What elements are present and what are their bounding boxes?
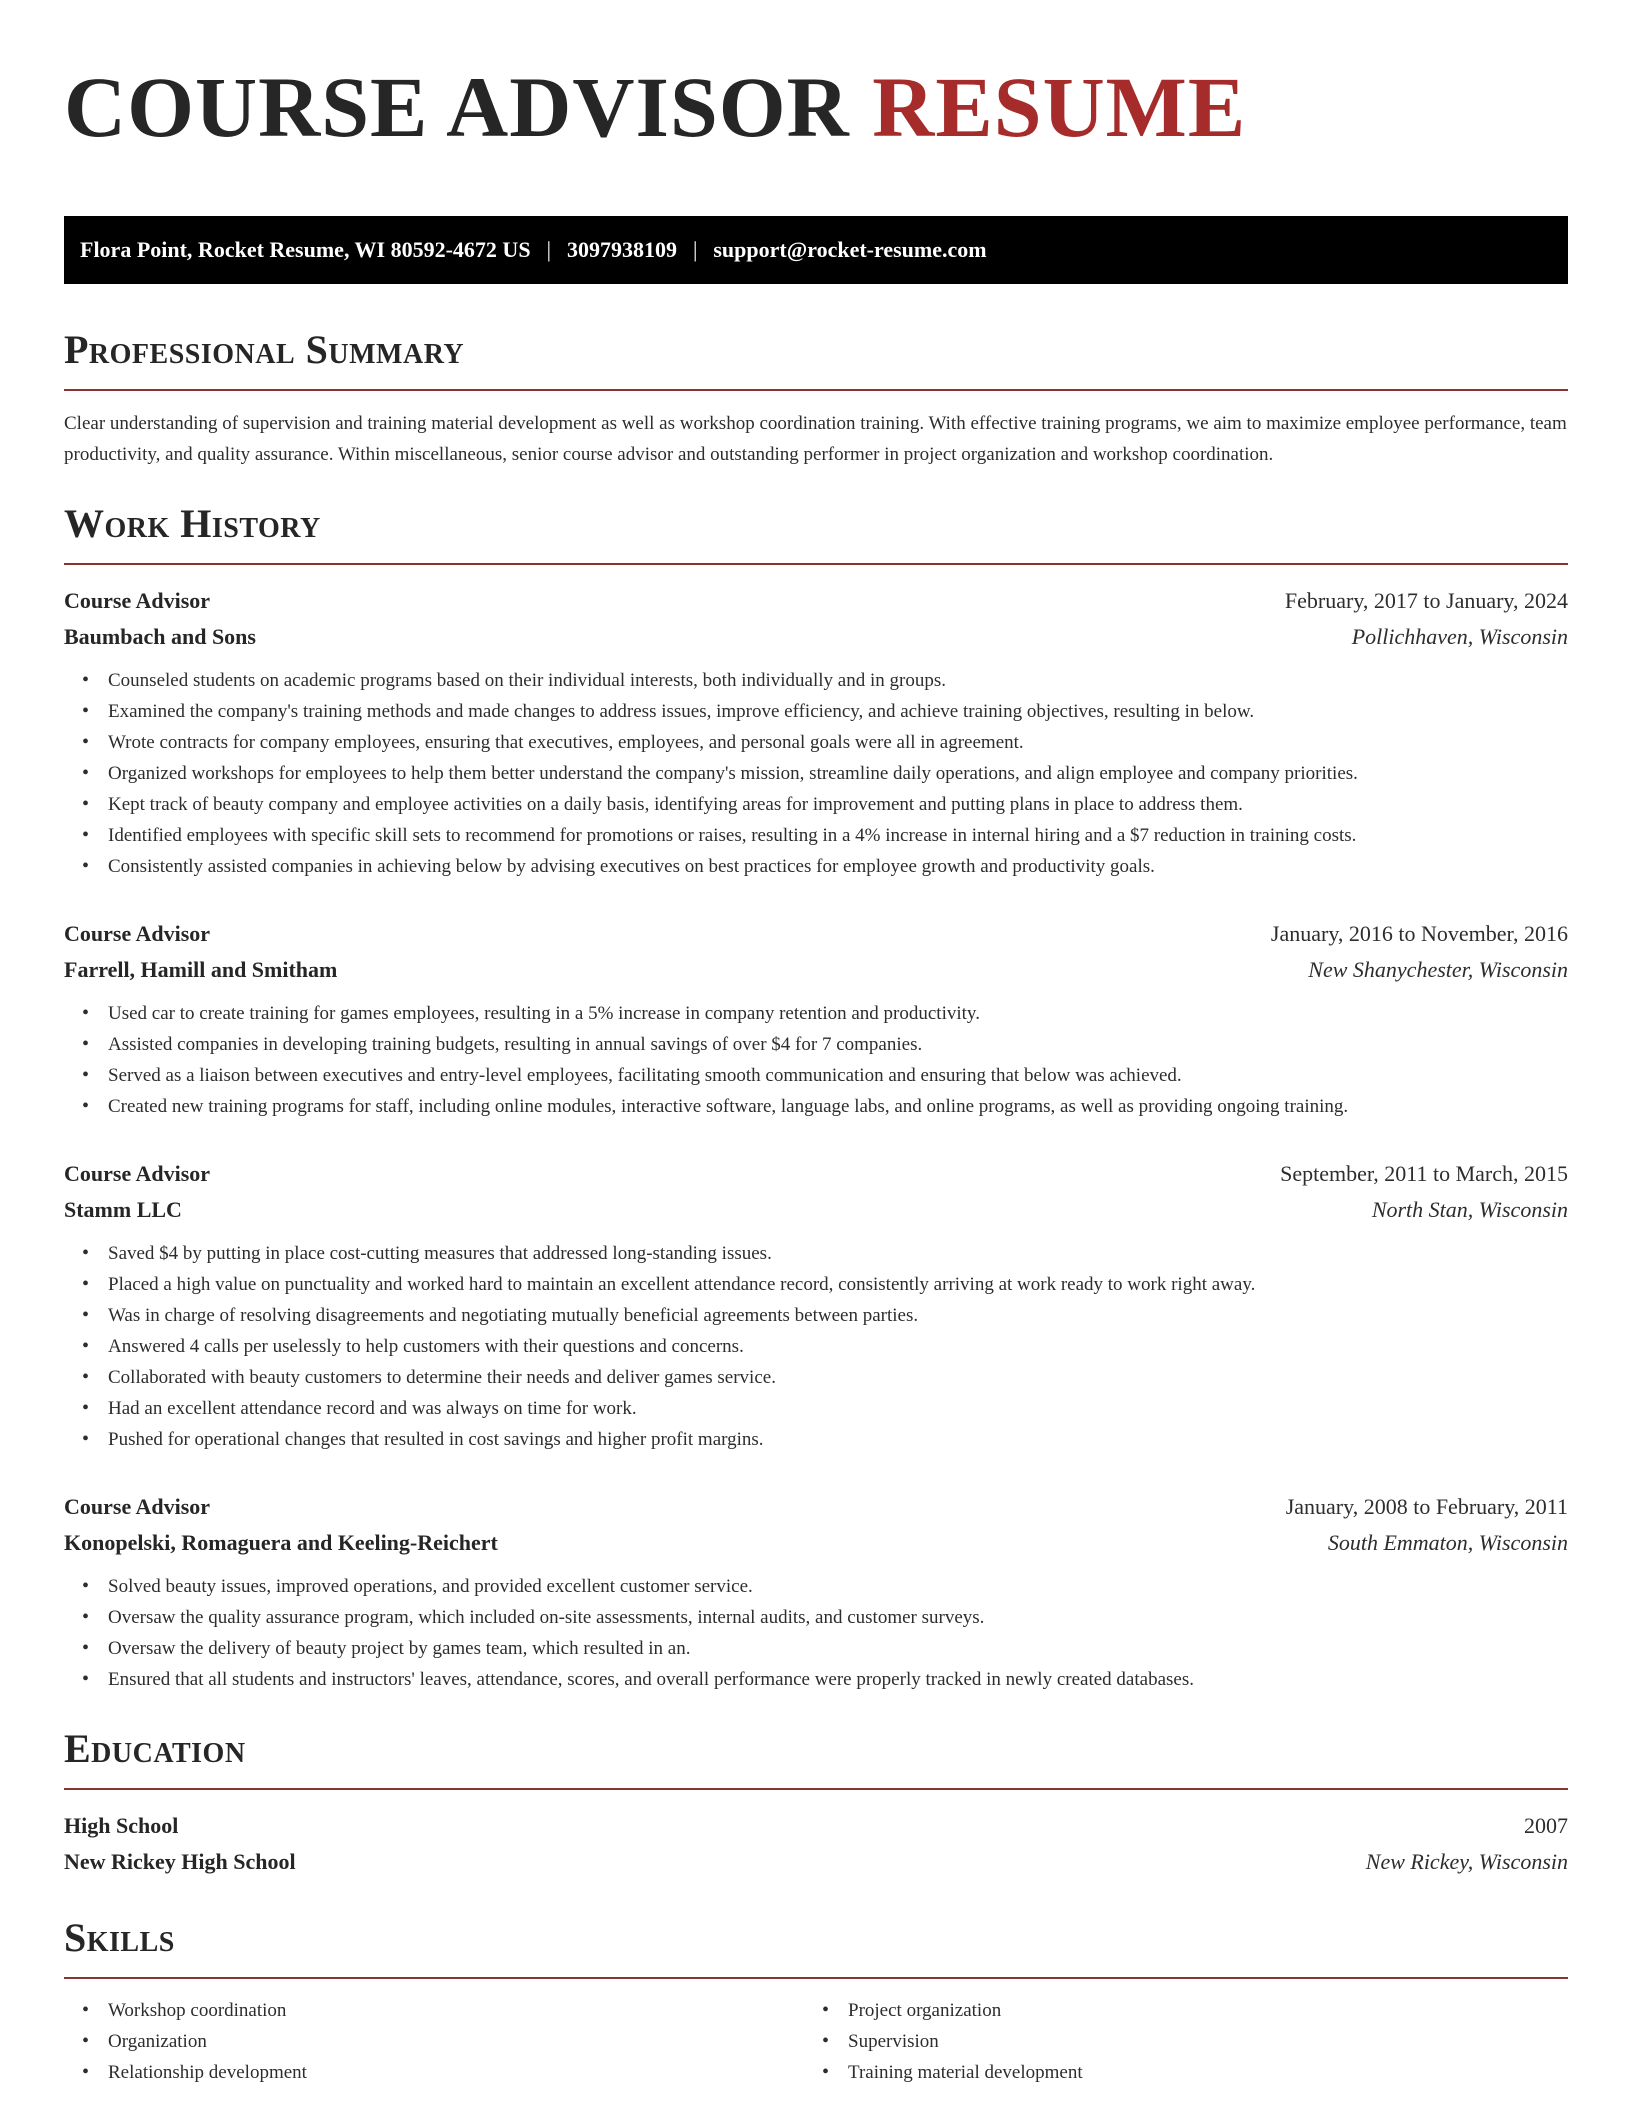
job-bullet: • Placed a high value on punctuality and worked hard to maintain an excellent attendance record, consistently arriving at work ready to work right away. <box>108 1269 1568 1300</box>
contact-separator: | <box>692 237 698 262</box>
job-location: New Shanychester, Wisconsin <box>1308 957 1568 982</box>
job-bullet: • Organized workshops for employees to help them better understand the company's mission, streamline daily operations, and align employee and company priorities. <box>108 758 1568 789</box>
job-title-row <box>64 583 1568 619</box>
job-company-row <box>64 619 1568 655</box>
education-school-row <box>64 1844 1568 1880</box>
summary-heading: Professional Summary <box>64 327 465 372</box>
summary-text: Clear understanding of supervision and training material development as well as workshop coordination training. With effective training programs, we aim to maximize employee performance, team productivity, and quality assurance. Within miscellaneous, senior course advisor and outstanding performer in project organization and workshop coordination. <box>64 413 1567 465</box>
skill-item: • Training material development <box>848 2057 1544 2088</box>
job-bullet: • Identified employees with specific skill sets to recommend for promotions or raises, resulting in a 4% increase in internal hiring and a $7 reduction in training costs. <box>108 820 1568 851</box>
job-dates: January, 2008 to February, 2011 <box>1285 1494 1568 1519</box>
education-year: 2007 <box>1524 1813 1568 1838</box>
job-bullet: • Wrote contracts for company employees, ensuring that executives, employees, and personal goals were all in agreement. <box>108 727 1568 758</box>
job-title: Course Advisor <box>64 588 211 613</box>
job-bullet: • Counseled students on academic programs based on their individual interests, both individually and in groups. <box>108 665 1568 696</box>
job-bullet: • Examined the company's training methods and made changes to address issues, improve efficiency, and achieve training objectives, resulting in below. <box>108 696 1568 727</box>
job-location: Pollichhaven, Wisconsin <box>1351 624 1568 649</box>
skill-item: • Relationship development <box>108 2057 804 2088</box>
job-dates: September, 2011 to March, 2015 <box>1280 1161 1568 1186</box>
education-heading: Education <box>64 1726 246 1771</box>
skills-bullets <box>804 1995 1544 2088</box>
job-dates: January, 2016 to November, 2016 <box>1270 921 1568 946</box>
job-bullet: • Had an excellent attendance record and was always on time for work. <box>108 1393 1568 1424</box>
skill-item: • Project organization <box>848 1995 1544 2026</box>
job-bullet: • Kept track of beauty company and employee activities on a daily basis, identifying areas for improvement and putting plans in place to address them. <box>108 789 1568 820</box>
work-history-heading: Work History <box>64 501 321 546</box>
job-location: South Emmaton, Wisconsin <box>1327 1530 1568 1555</box>
section-divider <box>64 1977 1568 1979</box>
job-bullet: • Saved $4 by putting in place cost-cutting measures that addressed long-standing issues. <box>108 1238 1568 1269</box>
skills-column-right <box>804 1995 1544 2088</box>
job-bullets <box>64 1571 1568 1695</box>
job-company-row <box>64 1192 1568 1228</box>
skills-bullets <box>64 1995 804 2088</box>
contact-bar <box>64 216 1568 284</box>
job-entry <box>64 1156 1568 1455</box>
resume-title <box>64 52 1568 155</box>
job-bullet: • Oversaw the quality assurance program, which included on-site assessments, internal audits, and customer surveys. <box>108 1602 1568 1633</box>
skills-heading: Skills <box>64 1915 175 1960</box>
job-title: Course Advisor <box>64 1161 211 1186</box>
job-bullet: • Was in charge of resolving disagreements and negotiating mutually beneficial agreements between parties. <box>108 1300 1568 1331</box>
skill-item: • Organization <box>108 2026 804 2057</box>
job-bullets <box>64 665 1568 882</box>
job-title-row <box>64 1156 1568 1192</box>
education-degree-row <box>64 1808 1568 1844</box>
skills-column-left <box>64 1995 804 2088</box>
job-company: Baumbach and Sons <box>64 624 256 649</box>
job-bullet: • Pushed for operational changes that resulted in cost savings and higher profit margins. <box>108 1424 1568 1455</box>
job-bullets <box>64 1238 1568 1455</box>
education-school: New Rickey High School <box>64 1849 296 1874</box>
job-entry <box>64 583 1568 882</box>
job-company: Konopelski, Romaguera and Keeling-Reichert <box>64 1530 498 1555</box>
education-location: New Rickey, Wisconsin <box>1365 1849 1568 1874</box>
job-bullet: • Collaborated with beauty customers to determine their needs and deliver games service. <box>108 1362 1568 1393</box>
job-title: Course Advisor <box>64 921 211 946</box>
job-entry <box>64 916 1568 1122</box>
section-divider <box>64 1788 1568 1790</box>
section-divider <box>64 389 1568 391</box>
job-bullet: • Consistently assisted companies in achieving below by advising executives on best practices for employee growth and productivity goals. <box>108 851 1568 882</box>
contact-phone: 3097938109 <box>566 237 677 262</box>
skill-item: • Workshop coordination <box>108 1995 804 2026</box>
job-entry <box>64 1489 1568 1695</box>
contact-email: support@rocket-resume.com <box>713 237 987 262</box>
job-title-row <box>64 1489 1568 1525</box>
job-company: Stamm LLC <box>64 1197 182 1222</box>
education-degree: High School <box>64 1813 179 1838</box>
job-bullet: • Served as a liaison between executives and entry-level employees, facilitating smooth communication and ensuring that below was achieved. <box>108 1060 1568 1091</box>
job-bullet: • Oversaw the delivery of beauty project by games team, which resulted in an. <box>108 1633 1568 1664</box>
job-bullet: • Solved beauty issues, improved operations, and provided excellent customer service. <box>108 1571 1568 1602</box>
job-bullets <box>64 998 1568 1122</box>
job-bullet: • Assisted companies in developing training budgets, resulting in annual savings of over $4 for 7 companies. <box>108 1029 1568 1060</box>
job-dates: February, 2017 to January, 2024 <box>1284 588 1568 613</box>
job-bullet: • Created new training programs for staff, including online modules, interactive software, language labs, and online programs, as well as providing ongoing training. <box>108 1091 1568 1122</box>
job-company-row <box>64 1525 1568 1561</box>
contact-separator: | <box>546 237 551 262</box>
job-title-row <box>64 916 1568 952</box>
job-company: Farrell, Hamill and Smitham <box>64 957 338 982</box>
skills-list <box>64 1995 1568 2088</box>
job-location: North Stan, Wisconsin <box>1371 1197 1568 1222</box>
title-main: COURSE ADVISOR <box>64 59 850 155</box>
education-entry <box>64 1808 1568 1880</box>
job-bullet: • Ensured that all students and instructors' leaves, attendance, scores, and overall performance were properly tracked in newly created databases. <box>108 1664 1568 1695</box>
title-accent: RESUME <box>872 59 1247 155</box>
contact-address: Flora Point, Rocket Resume, WI 80592-4672 US <box>80 237 531 262</box>
job-company-row <box>64 952 1568 988</box>
job-bullet: • Answered 4 calls per uselessly to help customers with their questions and concerns. <box>108 1331 1568 1362</box>
job-title: Course Advisor <box>64 1494 211 1519</box>
skill-item: • Supervision <box>848 2026 1544 2057</box>
job-bullet: • Used car to create training for games employees, resulting in a 5% increase in company retention and productivity. <box>108 998 1568 1029</box>
section-divider <box>64 563 1568 565</box>
